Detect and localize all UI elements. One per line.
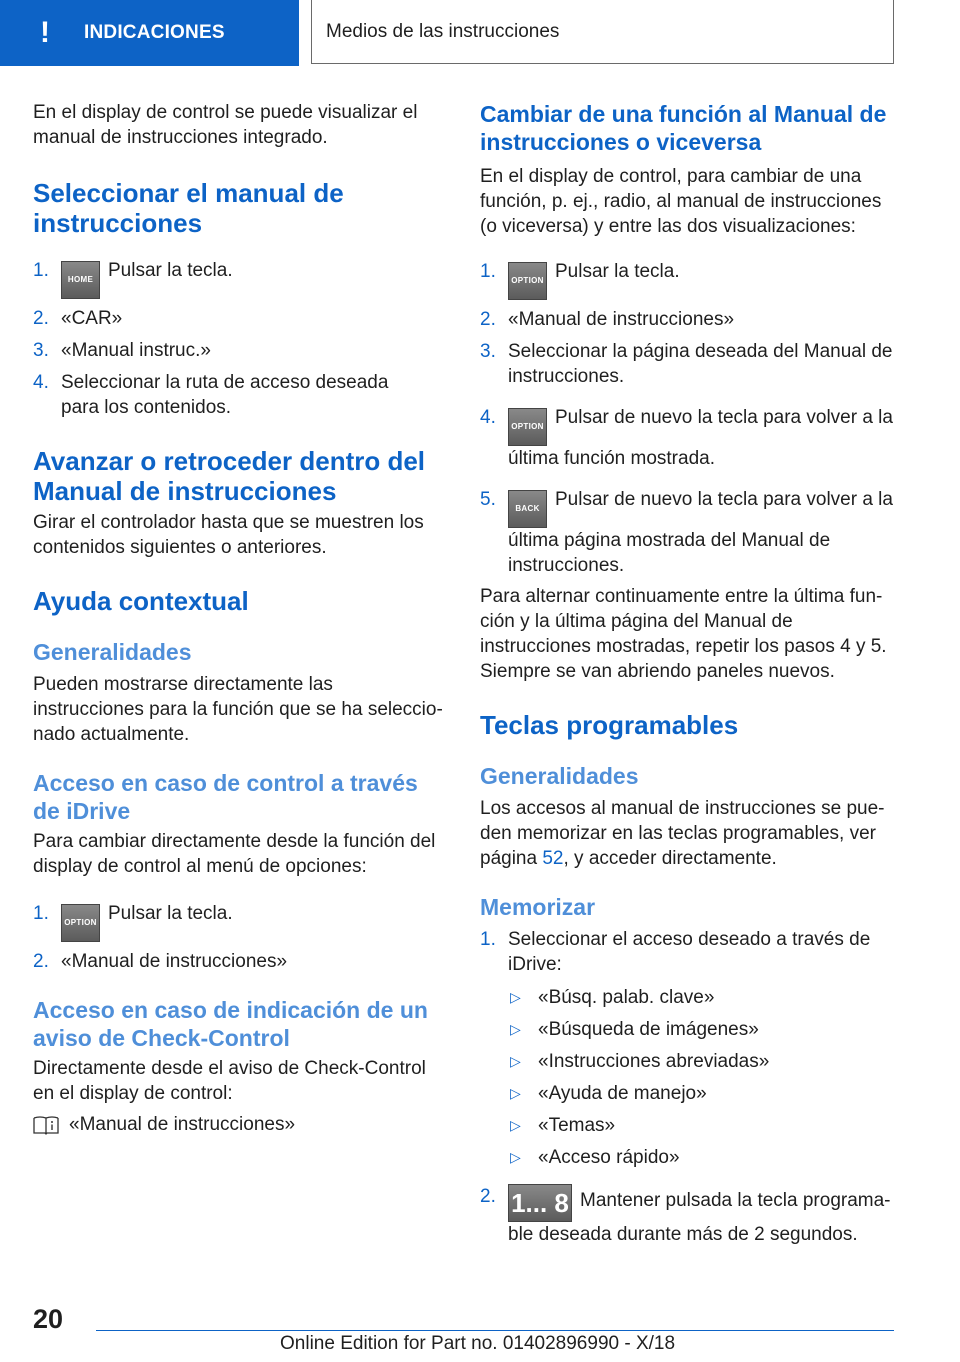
edition-footer: Online Edition for Part no. 01402896990 - X/18 [280, 1333, 676, 1354]
triangle-bullet-icon: ▷ [510, 1085, 521, 1101]
back-key-icon: BACK [508, 490, 547, 528]
avanzar-paragraph: Girar el controlador hasta que se muestren los contenidos siguientes o anteriores. [33, 512, 424, 558]
idrive-step-1: 1. OPTION Pulsar la tecla. [33, 901, 443, 942]
page-header [0, 0, 960, 66]
heading-acceso-check-control: Acceso en caso de indicación de un aviso de Check-Control [33, 997, 428, 1051]
memorizar-option: ▷ «Ayuda de manejo» [510, 1083, 707, 1104]
cambiar-step-1: 1. OPTION Pulsar la tecla. [480, 259, 895, 300]
select-step-4: 4. Seleccionar la ruta de acceso deseada para los contenidos. [33, 372, 389, 418]
heading-generalidades: Generalidades [33, 639, 192, 665]
page-number: 20 [33, 1304, 64, 1334]
option-key-icon: OPTION [508, 408, 547, 446]
memorizar-option: ▷ «Búsqueda de imágenes» [510, 1019, 759, 1040]
option-key-icon: OPTION [61, 904, 100, 942]
cambiar-paragraph: En el display de control, para cambiar de una función, p. ej., radio, al manual de instrucciones (o viceversa) y entre las dos visualizaciones: [480, 166, 882, 237]
acceso-idrive-paragraph: Para cambiar directamente desde la función del display de control al menú de opciones: [33, 831, 436, 877]
idrive-step-2: 2. «Manual de instrucciones» [33, 951, 288, 972]
chapter-title: Medios de las instrucciones [326, 20, 560, 42]
select-step-1: 1. HOME Pulsar la tecla. [33, 258, 443, 299]
programmable-key-icon: 1... 8 [508, 1184, 572, 1222]
triangle-bullet-icon: ▷ [510, 1053, 521, 1069]
memorizar-option: ▷ «Acceso rápido» [510, 1147, 680, 1168]
heading-memorizar: Memorizar [480, 894, 596, 920]
generalidades-paragraph: Pueden mostrarse directamente las instrucciones para la función que se ha seleccio‐nado actualmente. [33, 674, 443, 745]
select-step-2: 2. «CAR» [33, 308, 123, 329]
memorizar-step-1: 1. Seleccionar el acceso deseado a través de iDrive: [480, 929, 871, 975]
triangle-bullet-icon: ▷ [510, 989, 521, 1005]
heading-select-manual: Seleccionar el manual de instrucciones [33, 178, 344, 238]
heading-generalidades-teclas: Generalidades [480, 763, 639, 789]
page-link[interactable]: 52 [542, 848, 564, 869]
heading-teclas-programables: Teclas programables [480, 710, 739, 740]
cambiar-step-2: 2. «Manual de instrucciones» [480, 309, 735, 330]
triangle-bullet-icon: ▷ [510, 1149, 521, 1165]
footer-divider [96, 1330, 894, 1331]
heading-avanzar: Avanzar o retroceder dentro del Manual de instrucciones [33, 446, 426, 506]
heading-ayuda-contextual: Ayuda contextual [33, 586, 249, 616]
heading-acceso-idrive: Acceso en caso de control a través de iDrive [33, 770, 418, 824]
chapter-box [311, 0, 894, 64]
check-control-item: «Manual de instrucciones» [33, 1112, 443, 1137]
triangle-bullet-icon: ▷ [510, 1021, 521, 1037]
memorizar-option: ▷ «Temas» [510, 1115, 616, 1136]
memorizar-option: ▷ «Búsq. palab. clave» [510, 987, 715, 1008]
triangle-bullet-icon: ▷ [510, 1117, 521, 1133]
heading-cambiar-funcion: Cambiar de una función al Manual de instrucciones o viceversa [480, 101, 887, 155]
memorizar-option: ▷ «Instrucciones abreviadas» [510, 1051, 770, 1072]
cambiar-step-4: 4. OPTION Pulsar de nuevo la tecla para volver a la última función mostrada. [480, 407, 893, 469]
home-key-icon: HOME [61, 261, 100, 299]
acceso-check-paragraph: Directamente desde el aviso de Check-Control en el display de control: [33, 1058, 426, 1104]
intro-paragraph: En el display de control se puede visualizar el manual de instrucciones integrado. [33, 102, 418, 148]
alternar-paragraph: Para alternar continuamente entre la última fun‐ción y la última página del Manual de instrucciones mostradas, repetir los pasos 4 y 5. Siempre se van abriendo paneles nuevos. [480, 586, 887, 682]
memorizar-step-2: 2. 1... 8 Mantener pulsada la tecla programa‐ble deseada durante más de 2 segundos. [480, 1186, 891, 1245]
option-key-icon: OPTION [508, 262, 547, 300]
select-step-3: 3. «Manual instruc.» [33, 340, 211, 361]
left-column [33, 100, 443, 1137]
cambiar-step-5: 5. BACK Pulsar de nuevo la tecla para volver a la última página mostrada del Manual de instrucciones. [480, 489, 893, 576]
exclamation-icon: ! [40, 16, 50, 49]
teclas-paragraph: Los accesos al manual de instrucciones se pue‐den memorizar en las teclas programables, ver página 52, y acceder directamente. [480, 798, 885, 869]
section-title: INDICACIONES [84, 22, 225, 43]
manual-book-icon [33, 1115, 59, 1142]
right-column [480, 100, 895, 1247]
section-tab [0, 0, 299, 66]
cambiar-step-3: 3. Seleccionar la página deseada del Manual de instrucciones. [480, 341, 893, 387]
